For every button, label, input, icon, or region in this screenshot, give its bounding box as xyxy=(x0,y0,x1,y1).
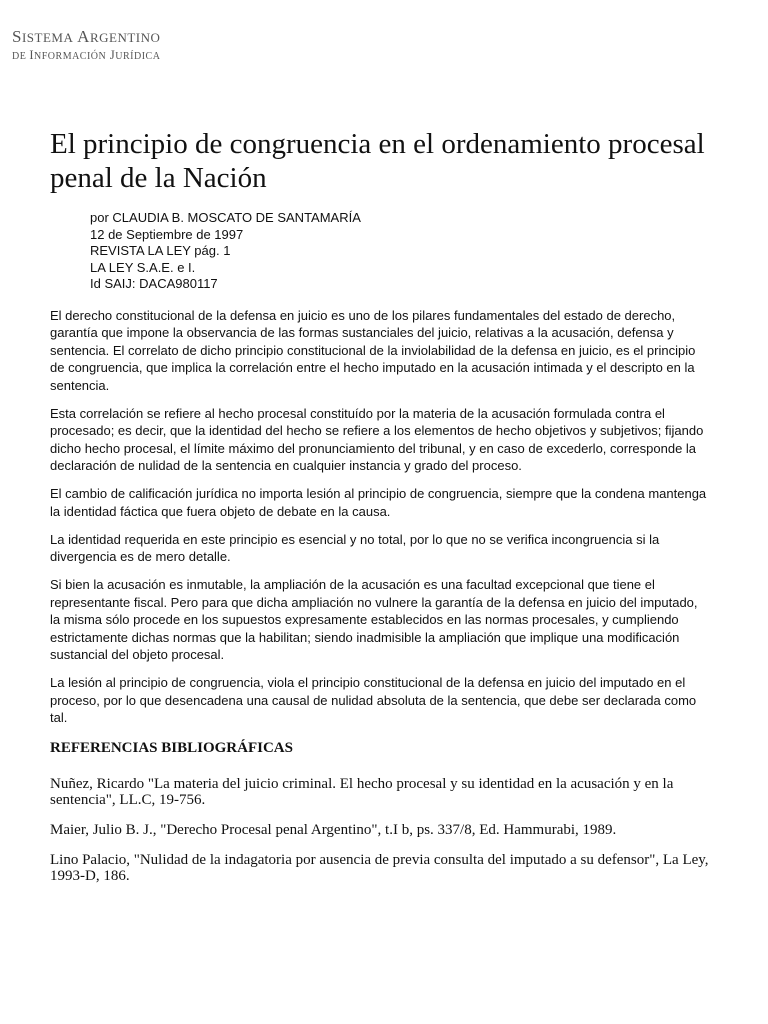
logo-initial: J xyxy=(109,48,116,62)
logo-line-2 xyxy=(12,48,160,64)
references-heading: REFERENCIAS BIBLIOGRÁFICAS xyxy=(50,739,293,756)
meta-saij-id: Id SAIJ: DACA980117 xyxy=(90,276,218,291)
article-meta xyxy=(90,210,710,293)
reference-item: Nuñez, Ricardo "La materia del juicio criminal. El hecho procesal y su identidad en la acusación y en la sentencia", LL.C, 19-756. xyxy=(50,775,674,808)
logo-word: RGENTINO xyxy=(89,30,161,45)
article xyxy=(50,127,710,898)
logo-word: NFORMACIÓN xyxy=(34,51,107,62)
reference-item: Maier, Julio B. J., "Derecho Procesal penal Argentino", t.I b, ps. 337/8, Ed. Hammurabi, 1989. xyxy=(50,821,617,838)
body-paragraph: Esta correlación se refiere al hecho procesal constituído por la materia de la acusación formulada contra el procesado; es decir, que la identidad del hecho se refiere a los elementos de hecho objetivos y subjetivos; fijando dicho hecho procesal, el límite máximo del pronunciamiento del tribunal, y en caso de excederlo, corresponde la declaración de nulidad de la sentencia en cualquier instancia y grado del proceso. xyxy=(50,405,704,473)
article-body xyxy=(50,307,710,727)
body-paragraph: Si bien la acusación es inmutable, la ampliación de la acusación es una facultad excepcional que tiene el representante fiscal. Pero para que dicha ampliación no vulnere la garantía de la defensa en juicio del imputado, la misma sólo procede en los supuestos expresamente establecidos en las normas procesales, y cumpliendo estrictamente dichas normas que la habilitan; siendo inadmisible la ampliación que implique una modificación sustancial del objeto procesal. xyxy=(50,577,698,662)
logo-initial: S xyxy=(12,27,22,46)
body-paragraph: El cambio de calificación jurídica no importa lesión al principio de congruencia, siempre que la condena mantenga la identidad fáctica que fuera objeto de debate en la causa. xyxy=(50,486,707,519)
meta-publication: REVISTA LA LEY pág. 1 xyxy=(90,243,231,258)
logo-word: DE xyxy=(12,51,30,62)
reference-item: Lino Palacio, "Nulidad de la indagatoria por ausencia de previa consulta del imputado a su defensor", La Ley, 1993-D, 186. xyxy=(50,851,709,884)
logo-initial: A xyxy=(77,27,90,46)
meta-date: 12 de Septiembre de 1997 xyxy=(90,226,244,242)
body-paragraph: La lesión al principio de congruencia, viola el principio constitucional de la defensa en juicio del imputado en el proceso, por lo que desencadena una causal de nulidad absoluta de la sentencia, que debe ser declarada como tal. xyxy=(50,675,697,725)
article-title: El principio de congruencia en el ordenamiento procesal penal de la Nación xyxy=(50,128,705,194)
body-paragraph: La identidad requerida en este principio es esencial y no total, por lo que no se verifica incongruencia si la divergencia es de mero detalle. xyxy=(50,531,660,564)
logo-initial: I xyxy=(29,48,35,62)
references-list xyxy=(50,776,710,884)
meta-author: por CLAUDIA B. MOSCATO DE SANTAMARÍA xyxy=(90,210,361,225)
logo-line-1 xyxy=(12,27,160,48)
meta-publisher: LA LEY S.A.E. e I. xyxy=(90,259,196,275)
logo-word: URÍDICA xyxy=(115,51,161,62)
body-paragraph: El derecho constitucional de la defensa en juicio es uno de los pilares fundamentales del estado de derecho, garantía que impone la observancia de las formas sustanciales del juicio, relativas a la acusación, defensa y sentencia. El correlato de dicho principio constitucional de la inviolabilidad de la defensa en juicio, es el principio de congruencia, que implica la correlación entre el hecho imputado en la acusación intimada y el descripto en la sentencia. xyxy=(50,307,696,393)
logo-word: ISTEMA xyxy=(21,30,74,45)
saij-logo xyxy=(12,27,160,64)
